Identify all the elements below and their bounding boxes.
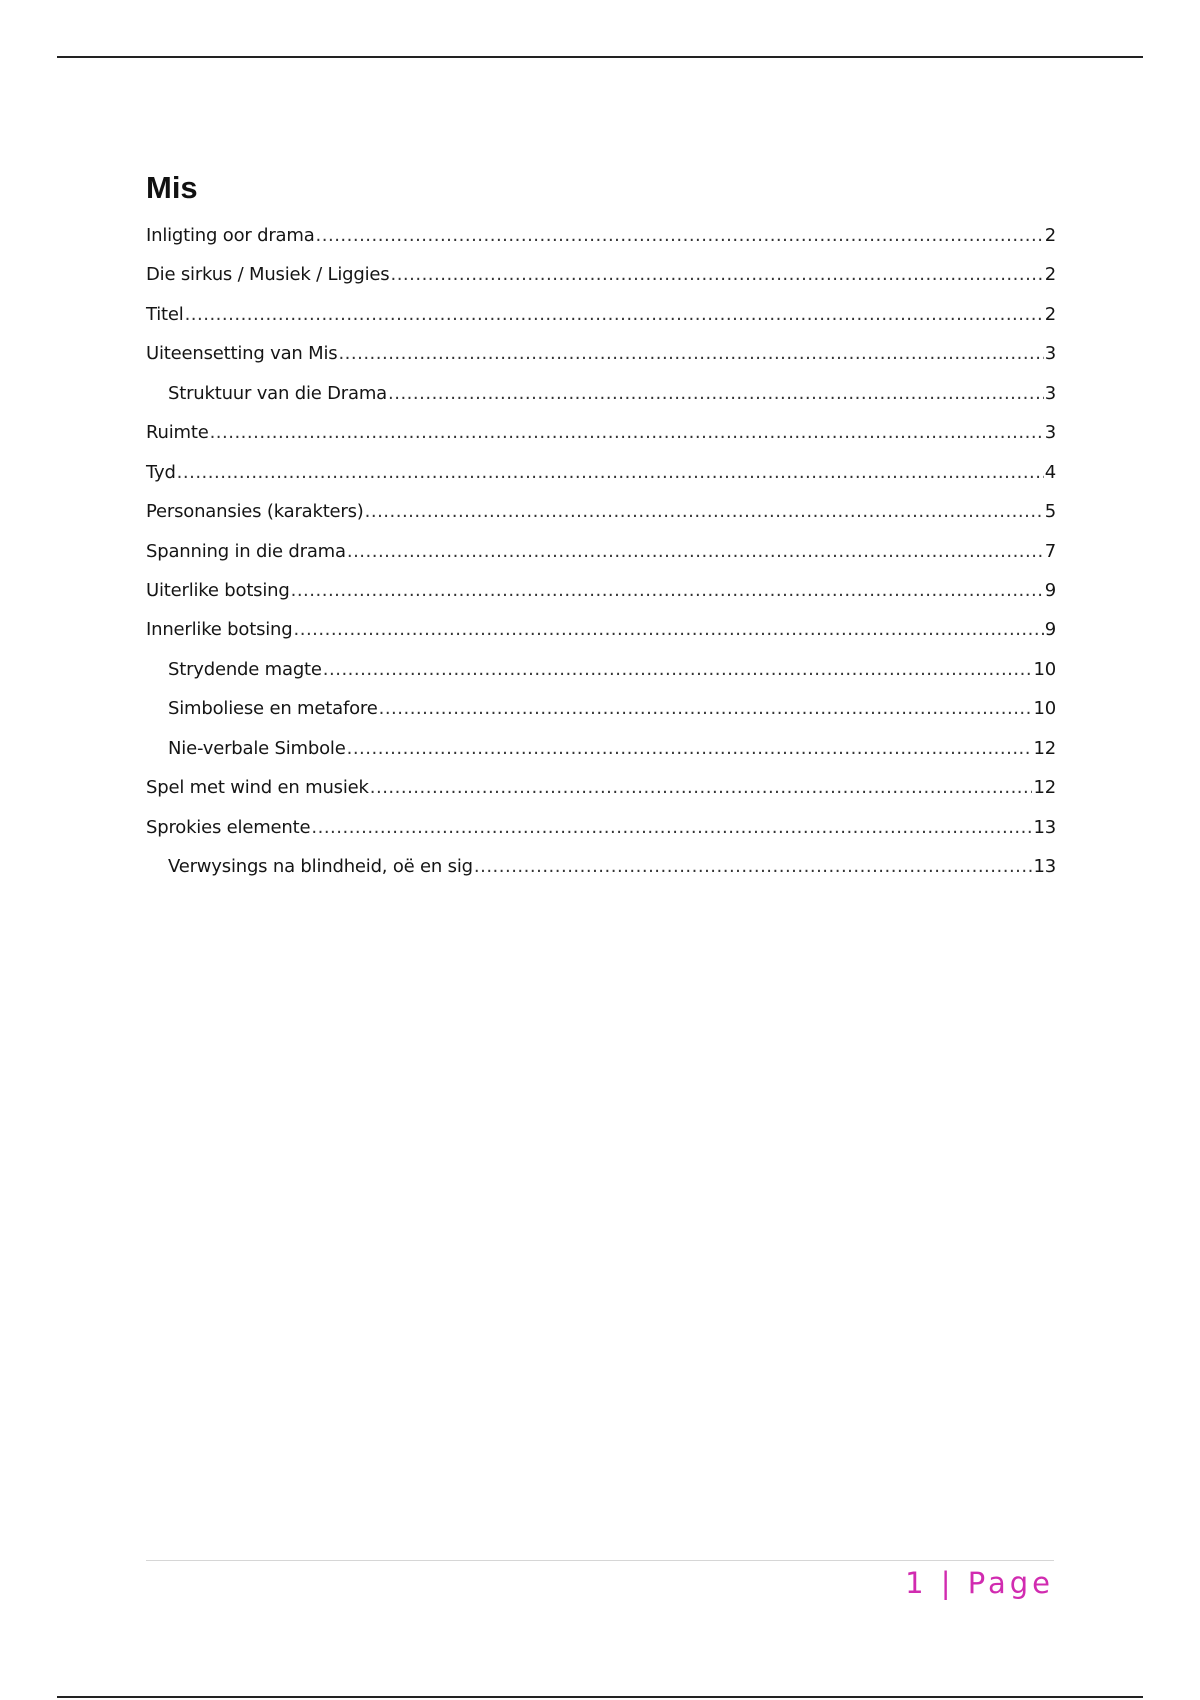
toc-entry-page: 10 [1033, 698, 1056, 720]
toc-entry-page: 9 [1044, 579, 1056, 601]
toc-dot-leader [185, 295, 1044, 334]
toc-entry[interactable] [146, 768, 1056, 807]
toc-dot-leader [311, 808, 1032, 847]
toc-dot-leader [388, 374, 1044, 413]
toc-entry-text: Titel [146, 303, 184, 325]
page-separator: | [940, 1566, 955, 1600]
toc-entry-text: Inligting oor drama [146, 225, 315, 246]
toc-entry-text: Tyd [146, 461, 176, 483]
toc-entry-page: 2 [1044, 264, 1056, 286]
toc-dot-leader [390, 255, 1043, 294]
toc-entry-text: Spel met wind en musiek [146, 777, 369, 799]
toc-entry-text: Uiterlike botsing [146, 579, 290, 601]
toc-dot-leader [210, 413, 1044, 452]
page-bottom-rule [57, 1696, 1143, 1698]
toc-entry-text: Strydende magte [168, 658, 322, 680]
toc-entry-page: 12 [1033, 777, 1056, 799]
page-label: Page [967, 1566, 1054, 1600]
toc-dot-leader [323, 650, 1033, 689]
toc-entry[interactable] [146, 847, 1056, 886]
toc-entry[interactable] [146, 689, 1056, 728]
toc-entry[interactable] [146, 255, 1056, 294]
toc-dot-leader [347, 729, 1033, 768]
toc-dot-leader [291, 571, 1044, 610]
toc-entry-page: 13 [1033, 856, 1056, 877]
page-number: 1 [905, 1566, 928, 1600]
table-of-contents [146, 216, 1056, 886]
toc-entry-page: 10 [1033, 658, 1056, 680]
toc-entry-page: 7 [1044, 540, 1056, 562]
toc-entry-page: 3 [1044, 343, 1056, 365]
toc-entry-text: Personansies (karakters) [146, 501, 364, 523]
toc-entry-text: Sprokies elemente [146, 816, 311, 838]
toc-entry[interactable] [146, 453, 1056, 492]
toc-title: Mis [146, 170, 198, 205]
toc-dot-leader [370, 768, 1033, 807]
toc-entry-text: Struktuur van die Drama [168, 382, 388, 404]
toc-dot-leader [347, 532, 1044, 571]
toc-entry-page: 2 [1044, 225, 1056, 246]
toc-entry-page: 2 [1044, 303, 1056, 325]
toc-entry[interactable] [146, 808, 1056, 847]
toc-entry-text: Nie-verbale Simbole [168, 737, 346, 759]
toc-entry-page: 5 [1044, 501, 1056, 523]
toc-entry[interactable] [146, 334, 1056, 373]
toc-entry[interactable] [146, 571, 1056, 610]
toc-entry[interactable] [146, 610, 1056, 649]
toc-entry-page: 9 [1044, 619, 1056, 641]
toc-entry-text: Uiteensetting van Mis [146, 343, 338, 365]
toc-entry[interactable] [146, 492, 1056, 531]
footer-rule [146, 1560, 1054, 1561]
toc-entry[interactable] [146, 216, 1056, 255]
toc-entry[interactable] [146, 650, 1056, 689]
toc-entry-page: 13 [1033, 816, 1056, 838]
toc-entry-page: 3 [1044, 382, 1056, 404]
toc-entry-text: Die sirkus / Musiek / Liggies [146, 264, 390, 286]
toc-dot-leader [316, 216, 1044, 255]
toc-entry-page: 3 [1044, 422, 1056, 444]
toc-entry-page: 12 [1033, 737, 1056, 759]
toc-entry-text: Spanning in die drama [146, 540, 346, 562]
toc-dot-leader [294, 610, 1044, 649]
toc-entry[interactable] [146, 532, 1056, 571]
toc-entry-text: Innerlike botsing [146, 619, 293, 641]
toc-dot-leader [365, 492, 1044, 531]
footer-page-number [905, 1566, 1054, 1600]
toc-dot-leader [474, 847, 1033, 886]
toc-dot-leader [338, 334, 1043, 373]
toc-dot-leader [177, 453, 1044, 492]
toc-entry-page: 4 [1044, 461, 1056, 483]
toc-entry-text: Simboliese en metafore [168, 698, 378, 720]
toc-entry[interactable] [146, 413, 1056, 452]
toc-entry-text: Ruimte [146, 422, 209, 444]
header-rule [57, 56, 1143, 58]
toc-entry[interactable] [146, 729, 1056, 768]
toc-entry[interactable] [146, 295, 1056, 334]
toc-entry[interactable] [146, 374, 1056, 413]
toc-dot-leader [379, 689, 1033, 728]
toc-entry-text: Verwysings na blindheid, oë en sig [168, 856, 473, 877]
